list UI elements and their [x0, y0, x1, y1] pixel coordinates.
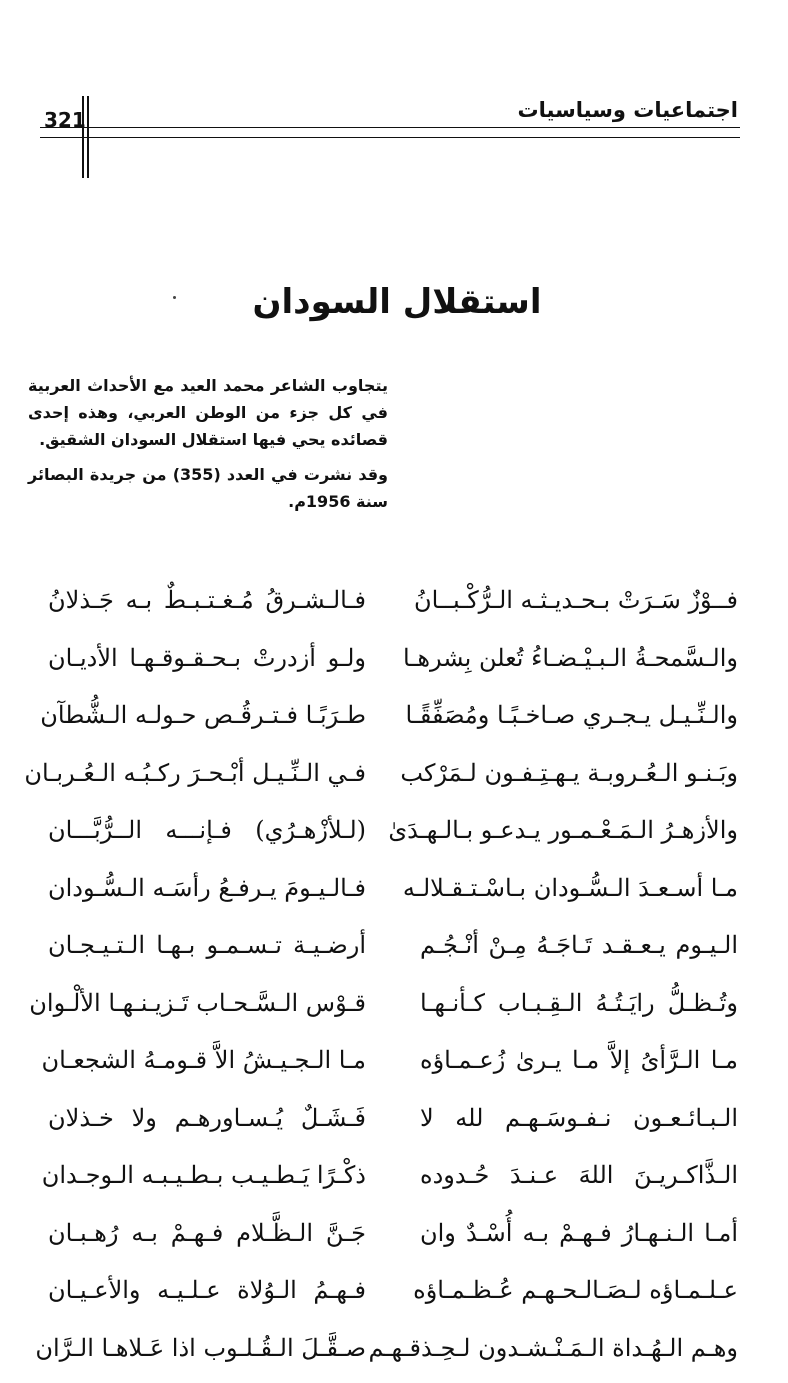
verse-second-hemistich: فـهـمُ الـوُلاة عـلـيـه والأعـيـان: [48, 1268, 366, 1312]
verse-second-hemistich: قـوْس الـسَّـحـاب تَـزيـنـهـا الألْـوان: [48, 981, 366, 1025]
header-rule-top: [40, 127, 740, 128]
verse-second-hemistich: ذكْـرًا يَـطـيـب بـطـيـبـه الـوجـدان: [48, 1153, 366, 1197]
verse-first-hemistich: وتُـظـلُّ رايَـتُـهُ الـقِـبـاب كـأنـهـا: [420, 981, 738, 1025]
header-rule-bottom: [40, 137, 740, 138]
intro-paragraph: يتجاوب الشاعر محمد العيد مع الأحداث العربية في كل جزء من الوطن العربي، وهذه إحدى قصائده يحي فيها استقلال السودان الشقيق.: [28, 372, 388, 453]
verse-second-hemistich: فـالـشـرقُ مُـغـتـبـطٌ بـه جَـذلانُ: [48, 578, 366, 622]
verse-first-hemistich: والـسَّمحـةُ الـبـيْـضـاءُ تُعلن بِشرهـا: [420, 636, 738, 680]
verse: [0, 1268, 788, 1326]
verse-second-hemistich: فـي الـنِّـيـل أبْـحـرَ ركـبُـه الـعُـربـان: [48, 751, 366, 795]
verse: [0, 981, 788, 1039]
header-vertical-bar: [87, 96, 89, 178]
verse-first-hemistich: الـيـوم يـعـقـد تَـاجَـهُ مِـنْ أنْـجُـم: [420, 923, 738, 967]
poem-body: [0, 578, 788, 1383]
verse: [0, 636, 788, 694]
verse: [0, 1038, 788, 1096]
verse: [0, 1153, 788, 1211]
verse-second-hemistich: ولـو أزدرتْ بـحـقـوقـهـا الأديـان: [48, 636, 366, 680]
verse-second-hemistich: أرضـيـة تـسـمـو بـهـا الـتـيـجـان: [48, 923, 366, 967]
verse-second-hemistich: فَـشَـلٌ يُـسـاورهـم ولا خـذلان: [48, 1096, 366, 1140]
verse-first-hemistich: الـبـائـعـون نـفـوسَـهـم لله لا: [420, 1096, 738, 1140]
verse: [0, 923, 788, 981]
verse-first-hemistich: وهـم الـهُـداة الـمَـنْـشـدون لـحِـذقـهـم: [420, 1326, 738, 1370]
verse-second-hemistich: فـالـيـومَ يـرفـعُ رأسَـه الـسُّـودان: [48, 866, 366, 910]
intro-note: [28, 372, 388, 515]
verse-first-hemistich: فــوْزٌ سَـرَتْ بـحـديـثـه الـرُّكْـبــانُ: [420, 578, 738, 622]
verse-first-hemistich: والـنِّـيـل يـجـري صـاخـبًـا ومُصَفِّقًـا: [420, 693, 738, 737]
verse: [0, 1326, 788, 1383]
verse-first-hemistich: مـا الـرَّأىُ إلاَّ مـا يـرىٰ زُعـمـاؤه: [420, 1038, 738, 1082]
page-number: 321: [44, 108, 86, 132]
verse: [0, 693, 788, 751]
verse-first-hemistich: أمـا الـنـهـارُ فـهـمْ بـه أُسْـدٌ وان: [420, 1211, 738, 1255]
verse-second-hemistich: صـقَّـلَ الـقُـلـوب اذا عَـلاهـا الـرَّان: [48, 1326, 366, 1370]
verse-second-hemistich: (لـلأزْهـرُي) فـإنـــه الــرُّبَّـــان: [48, 808, 366, 852]
verse: [0, 1096, 788, 1154]
verse-first-hemistich: مـا أسـعـدَ الـسُّـودان بـاسْـتـقـلالـه: [420, 866, 738, 910]
verse: [0, 578, 788, 636]
running-head: اجتماعيات وسياسيات: [518, 98, 738, 122]
verse: [0, 751, 788, 809]
verse: [0, 866, 788, 924]
verse: [0, 1211, 788, 1269]
verse: [0, 808, 788, 866]
verse-first-hemistich: عـلـمـاؤه لـصَـالـحـهـم عُـظـمـاؤه: [420, 1268, 738, 1312]
verse-first-hemistich: وبَـنـو الـعُـروبـة يـهـتِـفـون لـمَرْكب: [420, 751, 738, 795]
verse-first-hemistich: الـذَّاكـريـنَ اللهَ عـنـدَ حُـدوده: [420, 1153, 738, 1197]
verse-second-hemistich: جَـنَّ الـظَّـلام فـهـمْ بـه رُهـبـان: [48, 1211, 366, 1255]
verse-second-hemistich: طـرَبًـا فـتـرقُـص حـولـه الـشُّطآن: [48, 693, 366, 737]
verse-first-hemistich: والأزهـرُ الـمَـعْـمـور يـدعـو بـالـهـدَىٰ: [420, 808, 738, 852]
verse-second-hemistich: مـا الـجـيـشُ الاَّ قـومـهُ الشجعـان: [48, 1038, 366, 1082]
intro-paragraph: وقد نشرت في العدد (355) من جريدة البصائر سنة 1956م.: [28, 461, 388, 515]
poem-title: استقلال السودان: [0, 282, 788, 322]
